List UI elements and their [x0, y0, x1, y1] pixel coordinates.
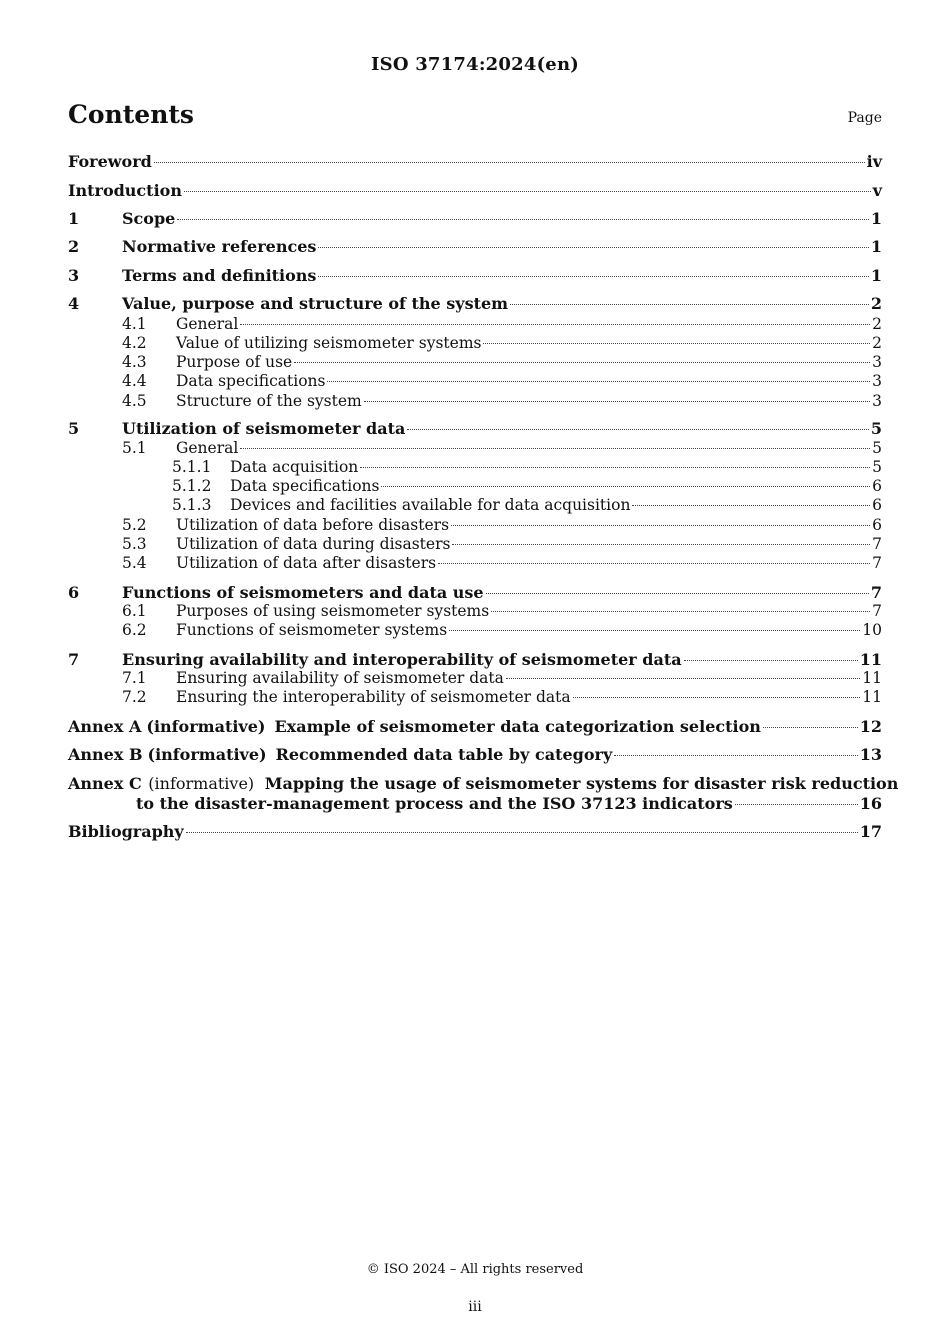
toc-entry-page: 13: [859, 745, 882, 764]
toc-entry-title: Terms and definitions: [122, 266, 317, 285]
dot-leader: [364, 401, 870, 402]
toc-entry-page: 16: [859, 794, 882, 813]
dot-leader: [381, 486, 870, 487]
dot-leader: [318, 247, 868, 248]
toc-entry-number: 2: [68, 237, 80, 256]
toc-entry-title: Purposes of using seismometer systems: [176, 602, 490, 620]
toc-entry-clause-4[interactable]: [68, 294, 882, 316]
toc-entry-title: Bibliography: [68, 822, 184, 841]
toc-entry-number: 4.2: [122, 334, 147, 352]
toc-entry-page: 2: [872, 315, 882, 333]
toc-entry-title: Data acquisition: [230, 458, 359, 476]
toc-entry-4-5[interactable]: [68, 392, 882, 414]
toc-entry-number: 3: [68, 266, 80, 285]
dot-leader: [614, 755, 857, 756]
page-column-label: Page: [847, 110, 882, 126]
toc-entry-page: 11: [859, 650, 882, 669]
toc-entry-title: Functions of seismometer systems: [176, 621, 448, 639]
toc-entry-page: 11: [862, 688, 882, 706]
dot-leader: [510, 304, 869, 305]
dot-leader: [573, 697, 861, 698]
toc-entry-page: 3: [872, 353, 882, 371]
dot-leader: [186, 832, 858, 833]
annex-c-line-2: [68, 794, 882, 816]
dot-leader: [407, 429, 868, 430]
toc-entry-page: 7: [872, 535, 882, 553]
dot-leader: [240, 448, 870, 449]
toc-entry-number: 5.3: [122, 535, 147, 553]
toc-entry-title: Value of utilizing seismometer systems: [176, 334, 482, 352]
toc-entry-page: 6: [872, 477, 882, 495]
toc-entry-title: Utilization of data during disasters: [176, 535, 451, 553]
toc-entry-page: 7: [870, 583, 882, 602]
dot-leader: [486, 593, 869, 594]
toc-entry-title: Utilization of seismometer data: [122, 419, 406, 438]
toc-entry-title: Structure of the system: [176, 392, 362, 410]
annex-label: Annex A: [68, 717, 142, 736]
toc-entry-number: 5.4: [122, 554, 147, 572]
toc-entry-number: 5.2: [122, 516, 147, 534]
toc-entry-number: 5: [68, 419, 80, 438]
toc-entry-title: Utilization of data after disasters: [176, 554, 437, 572]
toc-entry-title: Foreword: [68, 152, 152, 171]
toc-entry-page: 6: [872, 496, 882, 514]
copyright-notice: © ISO 2024 – All rights reserved: [366, 1262, 584, 1277]
toc-entry-page: 6: [872, 516, 882, 534]
toc-entry-title: Functions of seismometers and data use: [122, 583, 484, 602]
toc-entry-page: 17: [859, 822, 882, 841]
toc-entry-number: 7.2: [122, 688, 147, 706]
dot-leader: [360, 467, 870, 468]
dot-leader: [483, 343, 870, 344]
toc-entry-number: 6.1: [122, 602, 147, 620]
toc-entry-title: Data specifications: [230, 477, 380, 495]
toc-entry-annex-b[interactable]: [68, 745, 882, 767]
dot-leader: [154, 162, 865, 163]
toc-entry-page: 2: [870, 294, 882, 313]
toc-entry-bibliography[interactable]: [68, 822, 882, 844]
toc-entry-page: 10: [862, 621, 882, 639]
toc-entry-page: 7: [872, 554, 882, 572]
toc-entry-5-4[interactable]: [68, 554, 882, 576]
dot-leader: [327, 381, 870, 382]
dot-leader: [177, 219, 869, 220]
toc-entry-number: 7.1: [122, 669, 147, 687]
toc-entry-number: 6.2: [122, 621, 147, 639]
toc-entry-page: 1: [870, 266, 882, 285]
toc-entry-foreword[interactable]: [68, 152, 882, 174]
toc-entry-title: Ensuring availability of seismometer data: [176, 669, 504, 687]
toc-entry-title: General: [176, 439, 239, 457]
toc-entry-page: 5: [872, 439, 882, 457]
toc-entry-number: 4.4: [122, 372, 147, 390]
toc-entry-page: 1: [870, 209, 882, 228]
dot-leader: [491, 611, 870, 612]
dot-leader: [452, 544, 870, 545]
dot-leader: [184, 191, 871, 192]
toc-entry-6-2[interactable]: [68, 621, 882, 643]
toc-entry-page: 3: [872, 372, 882, 390]
dot-leader: [763, 727, 858, 728]
toc-entry-number: 4.1: [122, 315, 147, 333]
toc-entry-number: 6: [68, 583, 80, 602]
toc-entry-page: 1: [870, 237, 882, 256]
toc-entry-page: 12: [859, 717, 882, 736]
toc-entry-4-4[interactable]: [68, 372, 882, 394]
toc-entry-5-1-3[interactable]: [68, 496, 882, 518]
toc-entry-title: Introduction: [68, 181, 182, 200]
dot-leader: [506, 678, 860, 679]
toc-entry-number: 7: [68, 650, 80, 669]
toc-entry-annex-c[interactable]: [68, 774, 899, 818]
page-title: Contents: [68, 100, 195, 129]
toc-entry-number: 4.3: [122, 353, 147, 371]
dot-leader: [632, 505, 870, 506]
toc-entry-title: Recommended data table by category: [275, 745, 613, 764]
annex-kind: (informative): [146, 717, 266, 736]
toc-entry-clause-3[interactable]: [68, 266, 882, 288]
toc-entry-page: 3: [872, 392, 882, 410]
toc-entry-page: iv: [866, 152, 882, 171]
annex-label: Annex B: [68, 745, 143, 764]
annex-kind: (informative): [148, 774, 255, 793]
page-number: iii: [468, 1299, 482, 1315]
toc-entry-number: 4: [68, 294, 80, 313]
toc-entry-page: 2: [872, 334, 882, 352]
annex-c-line-1: [68, 774, 899, 794]
dot-leader: [240, 324, 870, 325]
dot-leader: [451, 525, 870, 526]
toc-entry-clause-1[interactable]: [68, 209, 882, 231]
toc-entry-page: 7: [872, 602, 882, 620]
toc-entry-title: Purpose of use: [176, 353, 293, 371]
toc-entry-7-2[interactable]: [68, 688, 882, 710]
dot-leader: [318, 276, 868, 277]
standard-identifier: ISO 37174:2024(en): [371, 54, 579, 75]
toc-entry-title: Utilization of data before disasters: [176, 516, 450, 534]
dot-leader: [294, 362, 870, 363]
toc-entry-title: Value, purpose and structure of the system: [122, 294, 509, 313]
toc-entry-title-line-2: to the disaster-management process and the ISO 37123 indicators: [136, 794, 733, 813]
toc-entry-page: 5: [870, 419, 882, 438]
annex-kind: (informative): [147, 745, 267, 764]
toc-entry-page: 11: [862, 669, 882, 687]
toc-entry-title: Ensuring availability and interoperability of seismometer data: [122, 650, 682, 669]
toc-entry-title-line-1: Mapping the usage of seismometer systems for disaster risk reduction: [264, 774, 899, 793]
dot-leader: [735, 804, 858, 805]
toc-entry-annex-a[interactable]: [68, 717, 882, 739]
toc-entry-title: Scope: [122, 209, 176, 228]
toc-entry-number: 5.1.1: [172, 458, 212, 476]
annex-label: Annex C: [68, 774, 142, 793]
toc-entry-title: General: [176, 315, 239, 333]
dot-leader: [449, 630, 860, 631]
dot-leader: [438, 563, 870, 564]
toc-entry-number: 1: [68, 209, 80, 228]
toc-entry-number: 5.1: [122, 439, 147, 457]
toc-entry-number: 4.5: [122, 392, 147, 410]
toc-entry-page: 5: [872, 458, 882, 476]
toc-entry-clause-2[interactable]: [68, 237, 882, 259]
toc-entry-number: 5.1.3: [172, 496, 212, 514]
toc-entry-number: 5.1.2: [172, 477, 212, 495]
toc-entry-title: Ensuring the interoperability of seismometer data: [176, 688, 571, 706]
toc-entry-introduction[interactable]: [68, 181, 882, 203]
toc-entry-title: Data specifications: [176, 372, 326, 390]
toc-entry-clause-5[interactable]: [68, 419, 882, 441]
toc-entry-page: v: [872, 181, 882, 200]
dot-leader: [684, 660, 858, 661]
toc-entry-title: Normative references: [122, 237, 317, 256]
toc-entry-title: Example of seismometer data categorization selection: [274, 717, 761, 736]
toc-entry-title: Devices and facilities available for data acquisition: [230, 496, 631, 514]
